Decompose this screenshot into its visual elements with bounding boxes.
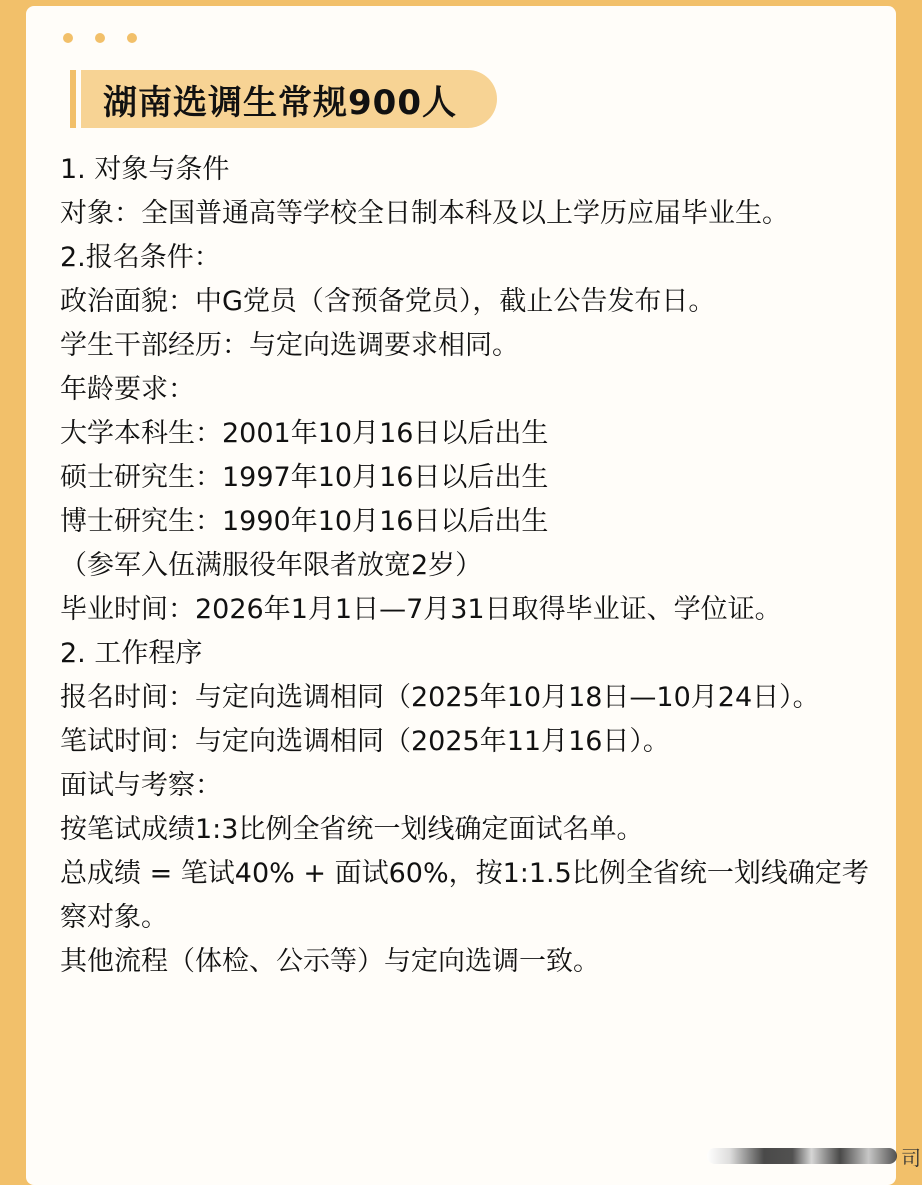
text-line: 硕士研究生：1997年10月16日以后出生 [60, 462, 549, 493]
text-line: 笔试时间：与定向选调相同（2025年11月16日）。 [60, 726, 670, 757]
dot-icon [95, 33, 105, 43]
body-text [60, 148, 870, 984]
text-line: 按笔试成绩1:3比例全省统一划线确定面试名单。 [60, 814, 644, 845]
text-line: 毕业时间：2026年1月1日—7月31日取得毕业证、学位证。 [60, 594, 782, 625]
text-line: 面试与考察： [60, 770, 222, 801]
text-line: 政治面貌：中G党员（含预备党员），截止公告发布日。 [60, 286, 716, 317]
section-heading-3: 2. 工作程序 [60, 638, 203, 669]
dot-icon [63, 33, 73, 43]
watermark-graphic [707, 1148, 897, 1164]
watermark-text: 司 [901, 1145, 921, 1170]
text-line: 总成绩 = 笔试40% + 面试60%，按1:1.5比例全省统一划线确定考察对象。 [60, 858, 869, 933]
text-line: 年龄要求： [60, 374, 195, 405]
section-heading-2: 2.报名条件： [60, 242, 221, 273]
text-line: 大学本科生：2001年10月16日以后出生 [60, 418, 549, 449]
text-line: 学生干部经历：与定向选调要求相同。 [60, 330, 519, 361]
text-line: 报名时间：与定向选调相同（2025年10月18日—10月24日）。 [60, 682, 820, 713]
title-accent-bar [70, 70, 76, 128]
watermark [707, 1145, 922, 1170]
decorative-dots [63, 33, 137, 43]
text-line: 博士研究生：1990年10月16日以后出生 [60, 506, 549, 537]
dot-icon [127, 33, 137, 43]
text-line: 对象：全国普通高等学校全日制本科及以上学历应届毕业生。 [60, 198, 789, 229]
page-title: 湖南选调生常规900人 [103, 82, 457, 123]
section-heading-1: 1. 对象与条件 [60, 154, 230, 185]
title-banner [81, 70, 497, 128]
text-line: （参军入伍满服役年限者放宽2岁） [60, 550, 483, 581]
content-card [26, 6, 896, 1185]
text-line: 其他流程（体检、公示等）与定向选调一致。 [60, 946, 600, 977]
